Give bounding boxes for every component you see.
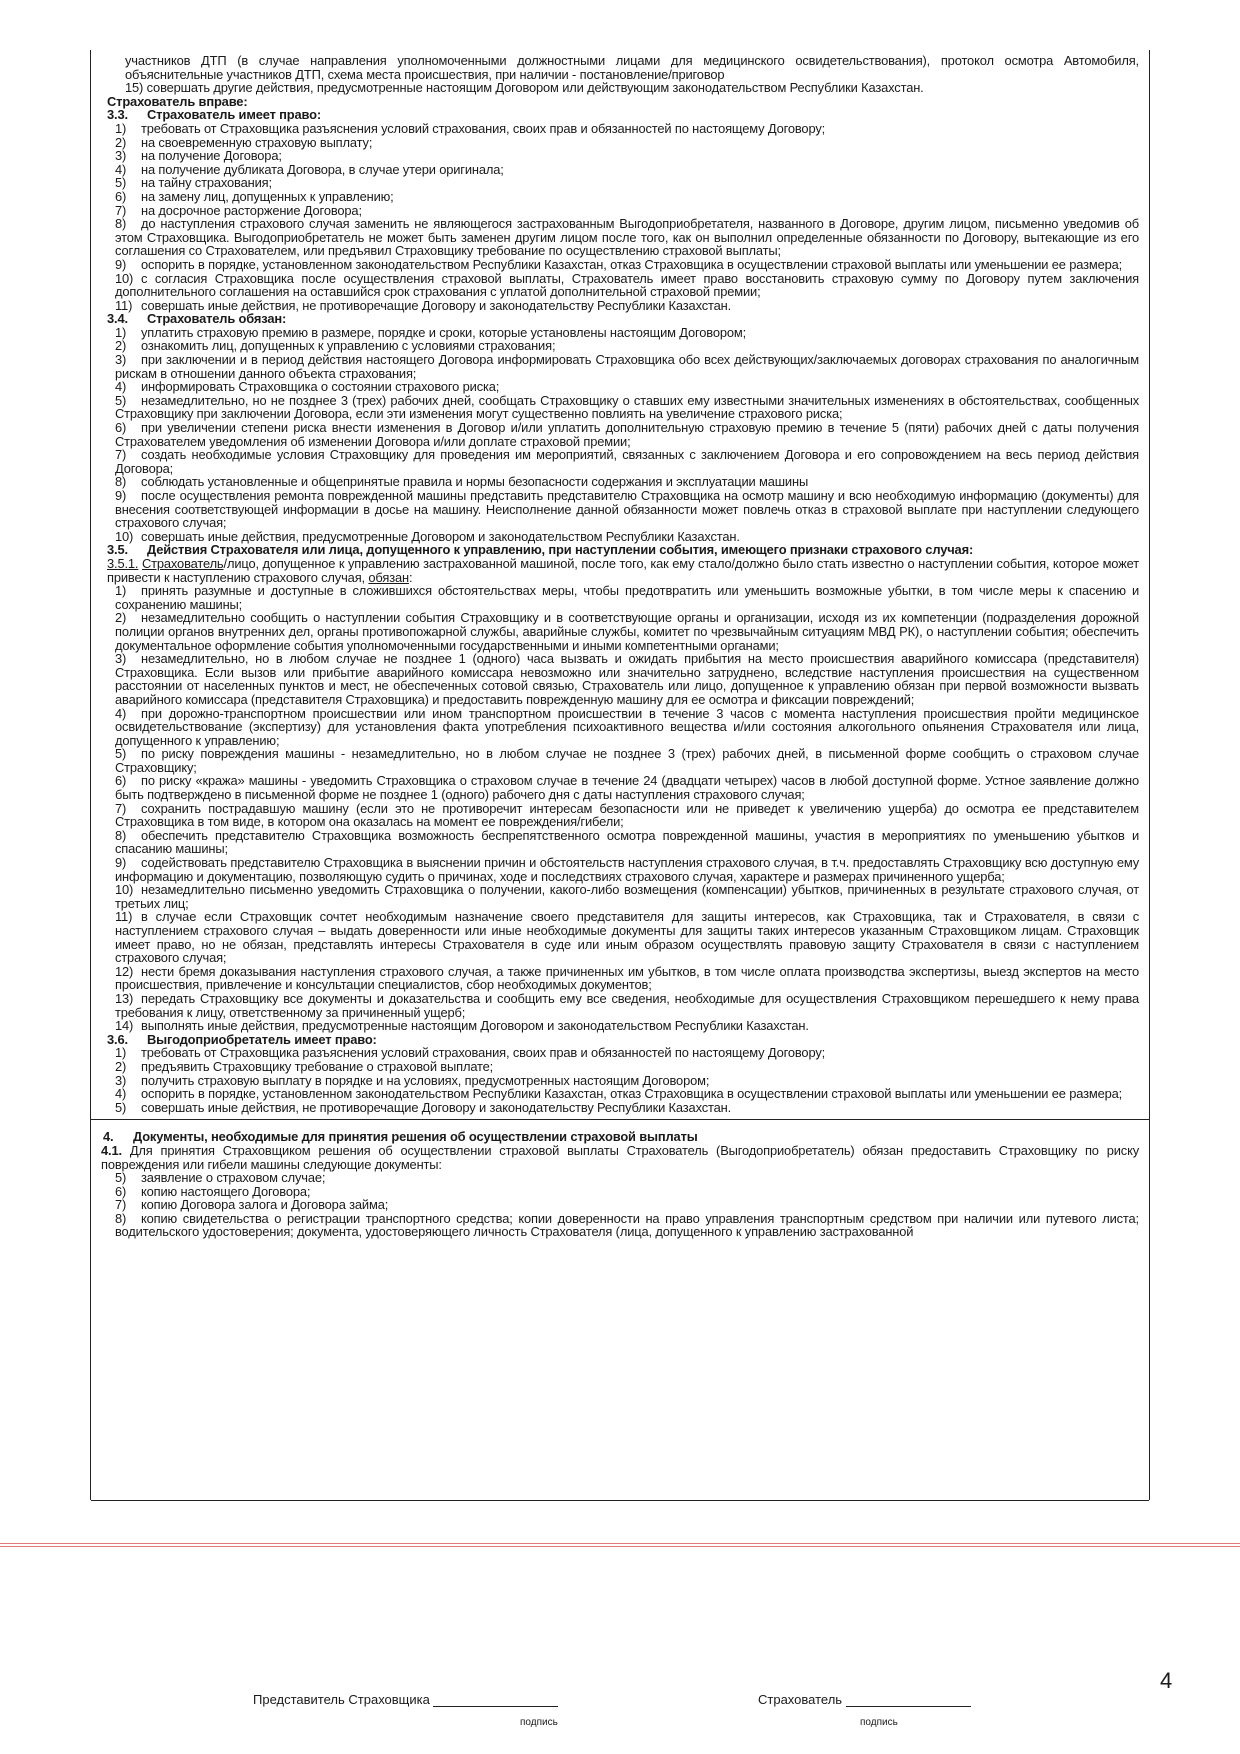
list-item-number: 8) xyxy=(115,1210,127,1226)
list-item xyxy=(101,380,1139,394)
list-item-number: 7) xyxy=(115,202,127,218)
list-item-text: совершать иные действия, не противоречащие Договору и законодательству Республики Казахстан. xyxy=(141,297,732,313)
list-item xyxy=(101,1171,1139,1185)
list-item-text: после осуществления ремонта поврежденной машины представить представителю Страховщика на осмотр машину и всю необходимую информацию (документы) для внесения соответствующей информации в досье на машину. Неисполнение данной обязанности может повлечь отказ в страховой выплате при наступлении следующего страхового случая; xyxy=(115,488,1139,531)
list-item-text: копию Договора залога и Договора займа; xyxy=(141,1197,389,1213)
list-item-number: 4) xyxy=(115,379,127,395)
intro-obliged: обязан xyxy=(368,569,409,585)
page-number: 4 xyxy=(1160,1668,1173,1693)
list-item xyxy=(101,802,1139,829)
list-item-text: информировать Страховщика о состоянии страхового риска; xyxy=(141,379,500,395)
scan-artifact-line xyxy=(0,1546,1240,1547)
list-item xyxy=(101,1060,1139,1074)
section-4-1-text xyxy=(101,1144,1139,1171)
list-item-number: 7) xyxy=(115,447,127,463)
list-item xyxy=(101,1074,1139,1088)
list-item-text: оспорить в порядке, установленном законодательством Республики Казахстан, отказ Страховщика в осуществлении страховой выплаты или уменьшении ее размера; xyxy=(141,1086,1123,1102)
list-item xyxy=(101,883,1139,910)
list-item-text: по риску повреждения машины - незамедлительно, но в любом случае не позднее 3 (трех) рабочих дней, в письменной форме сообщить о страховом случае Страховщику; xyxy=(115,746,1139,775)
list-item-number: 2) xyxy=(115,1058,127,1074)
list-item xyxy=(101,1087,1139,1101)
page-border-bottom xyxy=(91,1500,1149,1501)
list-item-number: 7) xyxy=(115,1197,127,1213)
list-item xyxy=(101,1198,1139,1212)
list-item xyxy=(101,122,1139,136)
list-item-text: при заключении и в период действия настоящего Договора информировать Страховщика обо всех действующих/заключаемых договорах страхования по аналогичным рискам в отношении данного объекта страхования; xyxy=(115,352,1139,381)
pre-text-line: участников ДТП (в случае направления уполномоченными должностными лицами для медицинского освидетельствования), протокол осмотра Автомобиля, объяснительные участников ДТП, схема места происшествия, при наличии - постановление/приговор xyxy=(125,53,1139,82)
document-page xyxy=(90,50,1150,1500)
list-item-text: требовать от Страховщика разъяснения условий страхования, своих прав и обязанностей по настоящему Договору; xyxy=(141,1045,826,1061)
insurer-rep-label: Представитель Страховщика xyxy=(253,1692,430,1707)
list-item-number: 3) xyxy=(115,651,127,667)
list-item-number: 10) xyxy=(115,270,134,286)
list-item-text: получить страховую выплату в порядке и на условиях, предусмотренных настоящим Договором; xyxy=(141,1072,710,1088)
signature-line xyxy=(433,1694,558,1707)
list-item-text: незамедлительно сообщить о наступлении события Страховщику и в соответствующие органы и организации, исходя из их компетенции (подразделения дорожной полиции органов внутренних дел, органы противопожарной службы, аварийные службы, комитет по чрезвычайным ситуациям МВД РК), о наступлении события; обеспечить документальное оформление события уполномоченными государственными и иными компетентными органами; xyxy=(115,610,1139,653)
section-3-5-list xyxy=(101,584,1139,1033)
list-item-number: 5) xyxy=(115,175,127,191)
list-item xyxy=(101,965,1139,992)
list-item-text: с согласия Страховщика после осуществления страховой выплаты, Страхователь имеет право восстановить страховую сумму по Договору путем заключения дополнительного соглашения на оставшийся срок страхования с уплатой дополнительной страховой премии; xyxy=(115,270,1139,300)
list-item xyxy=(101,136,1139,150)
list-item-text: на замену лиц, допущенных к управлению; xyxy=(141,188,394,204)
list-item xyxy=(101,475,1139,489)
list-item-number: 9) xyxy=(115,855,127,871)
list-item-number: 8) xyxy=(115,827,127,843)
section-number: 3.3. xyxy=(107,107,128,123)
list-item-number: 14) xyxy=(115,1018,134,1034)
insured-label: Страхователь xyxy=(758,1692,843,1707)
list-item-number: 6) xyxy=(115,188,127,204)
insurer-signature-block xyxy=(253,1692,558,1707)
signature-caption: подпись xyxy=(520,1717,558,1728)
list-item-number: 1) xyxy=(115,1045,127,1061)
list-item-number: 8) xyxy=(115,216,127,232)
list-item-number: 4) xyxy=(115,161,127,177)
list-item-text: по риску «кража» машины - уведомить Страховщика о страховом случае в течение 24 (двадцати четырех) часов в любой доступной форме. Устное заявление должно быть подтверждено в письменной форме не позднее 1 (одного) рабочего дня с даты наступления страхового случая; xyxy=(115,773,1139,803)
list-item xyxy=(101,1185,1139,1199)
list-item xyxy=(101,353,1139,380)
list-item-number: 5) xyxy=(115,392,127,408)
insured-signature-block xyxy=(758,1692,971,1707)
list-item xyxy=(101,421,1139,448)
section-number: 3.5. xyxy=(107,542,128,558)
scan-artifact-line xyxy=(0,1543,1240,1544)
list-item-text: при увеличении степени риска внести изменения в Договор и/или уплатить дополнительную страховую премию в течение 5 (пяти) рабочих дней с даты получения Страхователем уведомления об изменении Договора и/или доплате страховой премии; xyxy=(115,420,1139,449)
list-item xyxy=(101,774,1139,801)
section-3-3-list xyxy=(101,122,1139,312)
intro-who: Страхователь xyxy=(141,555,224,571)
list-item-text: совершать иные действия, предусмотренные Договором и законодательством Республики Казахстан. xyxy=(141,528,740,544)
list-item-text: заявление о страховом случае; xyxy=(141,1170,326,1186)
list-item-number: 13) xyxy=(115,990,134,1006)
list-item-text: сохранить пострадавшую машину (если это не противоречит интересам безопасности или не приведет к увеличению ущерба) до осмотра ее представителем Страховщика в том виде, в котором она оказалась на момент ее повреждения/гибели; xyxy=(115,800,1139,830)
list-item-number: 5) xyxy=(115,1099,127,1115)
list-item xyxy=(101,190,1139,204)
section-title: Страхователь обязан: xyxy=(147,311,287,327)
list-item-text: незамедлительно, но в любом случае не позднее 1 (одного) часа вызвать и ожидать прибытия на место происшествия аварийного комиссара (представителя) Страховщика. Если вызов или прибытие аварийного комиссара невозможно или значительно затруднено, вследствие наступления происшествия на существенном расстоянии от населенных пунктов и мест, не обеспеченных сотовой связью, Страхователь или лицо, допущенное к управлению обязан при первой возможности вызвать аварийного комиссара (представителя Страховщика) и предоставить поврежденную машину для ее осмотра и фиксации повреждений; xyxy=(115,651,1139,707)
section-title: Страхователь имеет право: xyxy=(147,107,322,123)
list-item-number: 10) xyxy=(115,882,134,898)
list-item xyxy=(101,204,1139,218)
list-item xyxy=(101,149,1139,163)
list-item-text: нести бремя доказывания наступления страхового случая, а также причиненных им убытков, в том числе оплата производства экспертизы, выезд экспертов на место происшествия, привлечение и консультации специалистов, сбор необходимых документов; xyxy=(115,963,1139,993)
list-item-text: незамедлительно письменно уведомить Страховщика о получении, какого-либо возмещения (компенсации) убытков, причиненных в результате страхового случая, от третьих лиц; xyxy=(115,882,1139,911)
list-item-number: 11) xyxy=(115,297,133,313)
list-item-number: 6) xyxy=(115,1183,127,1199)
list-item-text: создать необходимые условия Страховщику для проведения им мероприятий, связанных с заключением Договора и его сопровождением на весь период действия Договора; xyxy=(115,447,1139,476)
section-number: 4. xyxy=(103,1129,114,1145)
list-item-text: при дорожно-транспортном происшествии или ином транспортном происшествии в течение 3 часов с момента наступления происшествия пройти медицинское освидетельствование (экспертизу) для установления факта употребления психоактивного вещества и/или состояния алкогольного опьянения Страхователя или лица, допущенного к управлению; xyxy=(115,705,1139,748)
list-item-number: 3) xyxy=(115,352,127,368)
list-item-number: 6) xyxy=(115,420,127,436)
list-item-text: принять разумные и доступные в сложившихся обстоятельствах меры, чтобы предотвратить или уменьшить возможные убытки, в том числе меры к спасению и сохранению машины; xyxy=(115,583,1139,612)
list-item xyxy=(101,584,1139,611)
list-item-text: предъявить Страховщику требование о страховой выплате; xyxy=(141,1058,494,1074)
list-item xyxy=(101,489,1139,530)
list-item-text: в случае если Страховщик сочтет необходимым назначение своего представителя для защиты интересов, как Страховщика, так и Страхователя, в связи с наступлением страхового случая – выдать доверенности или иные необходимые документы для защиты таких интересов указанным Страховщиком лицам. Страховщик имеет право, но не обязан, представлять интересы Страхователя в суде или иным образом осуществлять правовую защиту Страхователя в связи с наступлением страхового случая; xyxy=(115,909,1139,966)
list-item-number: 3) xyxy=(115,1072,127,1088)
list-item-text: копию настоящего Договора; xyxy=(141,1183,311,1199)
list-item xyxy=(101,1046,1139,1060)
section-3-5-1-intro: 3.5.1. Страхователь/лицо, допущенное к управлению застрахованной машиной, после того, как ему стало/должно было стать известно о наступлении события, которое может привести к наступлению страхового случая, обязан: xyxy=(107,555,1139,585)
list-item-number: 8) xyxy=(115,474,127,490)
section-4-heading xyxy=(101,1130,1139,1144)
list-item-text: обеспечить представителю Страховщика возможность беспрепятственного осмотра поврежденной машины, участия в мероприятиях по уменьшению убытков и спасанию машины; xyxy=(115,827,1139,857)
section-title: Документы, необходимые для принятия решения об осуществлении страховой выплаты xyxy=(133,1129,698,1145)
signature-caption: подпись xyxy=(860,1717,898,1728)
list-item xyxy=(101,326,1139,340)
list-item xyxy=(101,707,1139,748)
list-item-text: оспорить в порядке, установленном законодательством Республики Казахстан, отказ Страховщика в осуществлении страховой выплаты или уменьшении ее размера; xyxy=(141,256,1123,272)
list-item xyxy=(101,1019,1139,1033)
intro-text: /лицо, допущенное к управлению застрахованной машиной, после того, как ему стало/должно было стать известно о наступлении события, которое может привести к наступлению страхового случая, xyxy=(107,555,1139,585)
document-body xyxy=(91,50,1149,1114)
list-item-number: 4) xyxy=(115,705,127,721)
list-item-number: 3) xyxy=(115,148,127,164)
list-item-number: 12) xyxy=(115,963,134,979)
list-item-number: 10) xyxy=(115,528,134,544)
list-item-number: 4) xyxy=(115,1086,127,1102)
list-item-text: на получение дубликата Договора, в случае утери оригинала; xyxy=(141,161,504,177)
list-item-text: незамедлительно, но не позднее 3 (трех) рабочих дней, сообщать Страховщику о ставших ему известными значительных изменениях в обстоятельствах, сообщенных Страховщику при заключении Договора, если эти изменения могут существенно повлиять на увеличение страхового риска; xyxy=(115,392,1139,422)
list-item-number: 7) xyxy=(115,800,127,816)
list-item xyxy=(101,747,1139,774)
list-item-text: требовать от Страховщика разъяснения условий страхования, своих прав и обязанностей по настоящему Договору; xyxy=(141,120,826,136)
list-item-number: 2) xyxy=(115,610,127,626)
list-item xyxy=(101,339,1139,353)
pre-text-item-15: 15) совершать другие действия, предусмотренные настоящим Договором или действующим законодательством Республики Казахстан. xyxy=(125,80,924,96)
list-item xyxy=(101,910,1139,964)
section-number: 3.4. xyxy=(107,311,128,327)
section-3-6-heading xyxy=(101,1033,1139,1047)
list-item-number: 6) xyxy=(115,773,127,789)
list-item-number: 9) xyxy=(115,488,127,503)
list-item xyxy=(101,176,1139,190)
list-item xyxy=(101,258,1139,272)
list-item-text: уплатить страховую премию в размере, порядке и сроки, которые установлены настоящим Договором; xyxy=(141,324,747,340)
list-item-number: 1) xyxy=(115,583,127,599)
list-item xyxy=(101,394,1139,421)
list-item-text: выполнять иные действия, предусмотренные настоящим Договором и законодательством Республики Казахстан. xyxy=(141,1018,809,1034)
list-item xyxy=(101,992,1139,1019)
list-item-text: копию свидетельства о регистрации транспортного средства; копии доверенности на право управления транспортным средством при наличии или путевого листа; водительского удостоверения; документа, удостоверяющего личность Страхователя (лица, допущенного к управлению застрахованной xyxy=(115,1210,1139,1240)
list-item xyxy=(101,1101,1139,1115)
list-item xyxy=(101,448,1139,475)
section-3-4-heading xyxy=(101,312,1139,326)
list-item xyxy=(101,652,1139,706)
list-item-text: передать Страховщику все документы и доказательства и сообщить ему все сведения, необходимые для осуществления Страховщиком перешедшего к нему права требования к лицу, ответственному за причиненный ущерб; xyxy=(115,990,1139,1020)
list-item-text: соблюдать установленные и общепринятые правила и нормы безопасности содержания и эксплуатации машины xyxy=(141,474,809,490)
list-item xyxy=(101,611,1139,652)
list-item-text: содействовать представителю Страховщика в выяснении причин и обстоятельств наступления страхового случая, в т.ч. предоставлять Страховщику всю доступную ему информацию и документацию, позволяющую судить о причинах, ходе и последствиях страхового случая, характере и размерах причиненного ущерба; xyxy=(115,855,1139,884)
list-item-number: 1) xyxy=(115,120,127,136)
subsection-text: Для принятия Страховщиком решения об осуществлении страховой выплаты Страхователь (Выгодоприобретатель) обязан предоставить Страховщику по риску повреждения или гибели машины следующие документы: xyxy=(101,1142,1139,1172)
list-item xyxy=(101,299,1139,313)
list-item xyxy=(101,217,1139,258)
list-item xyxy=(101,1212,1139,1239)
list-item-text: на досрочное расторжение Договора; xyxy=(141,202,362,218)
list-item-text: на тайну страхования; xyxy=(141,175,272,191)
list-item-text: на получение Договора; xyxy=(141,148,282,164)
section-4-list xyxy=(101,1171,1139,1239)
list-item-number: 2) xyxy=(115,338,127,354)
list-item-number: 2) xyxy=(115,134,127,150)
list-item-number: 11) xyxy=(115,909,133,925)
section-title: Выгодоприобретатель имеет право: xyxy=(147,1031,377,1047)
list-item xyxy=(101,163,1139,177)
insured-right-heading: Страхователь вправе: xyxy=(107,93,248,109)
section-3-3-heading xyxy=(101,108,1139,122)
section-3-6-list xyxy=(101,1046,1139,1114)
section-3-4-list xyxy=(101,326,1139,544)
subsection-number: 3.5.1. xyxy=(107,555,139,571)
list-item xyxy=(101,829,1139,856)
section-title: Действия Страхователя или лица, допущенного к управлению, при наступлении события, имеющего признаки страхового случая: xyxy=(147,542,974,558)
signature-line xyxy=(846,1694,971,1707)
list-item xyxy=(101,856,1139,883)
list-item-number: 5) xyxy=(115,746,127,762)
list-item-text: ознакомить лиц, допущенных к управлению с условиями страхования; xyxy=(141,338,556,354)
list-item xyxy=(101,530,1139,544)
list-item-number: 1) xyxy=(115,324,127,340)
list-item-number: 5) xyxy=(115,1170,127,1186)
list-item-number: 9) xyxy=(115,256,127,272)
section-number: 3.6. xyxy=(107,1031,128,1047)
section-3-5-heading xyxy=(101,543,1139,557)
section-4 xyxy=(91,1119,1149,1239)
subsection-number: 4.1. xyxy=(101,1142,122,1158)
list-item-text: на своевременную страховую выплату; xyxy=(141,134,373,150)
list-item-text: совершать иные действия, не противоречащие Договору и законодательству Республики Казахстан. xyxy=(141,1099,732,1115)
list-item-text: до наступления страхового случая заменить не являющегося застрахованным Выгодоприобретателя, названного в Договоре, другим лицом, письменно уведомив об этом Страховщика. Выгодоприобретатель не может быть заменен другим лицом после того, как он выполнил определенные обязанности по Договору, вытекающие из его соглашения со Страхователем, или предъявил Страховщику требование по осуществлению страховой выплаты; xyxy=(115,216,1139,259)
list-item xyxy=(101,272,1139,299)
